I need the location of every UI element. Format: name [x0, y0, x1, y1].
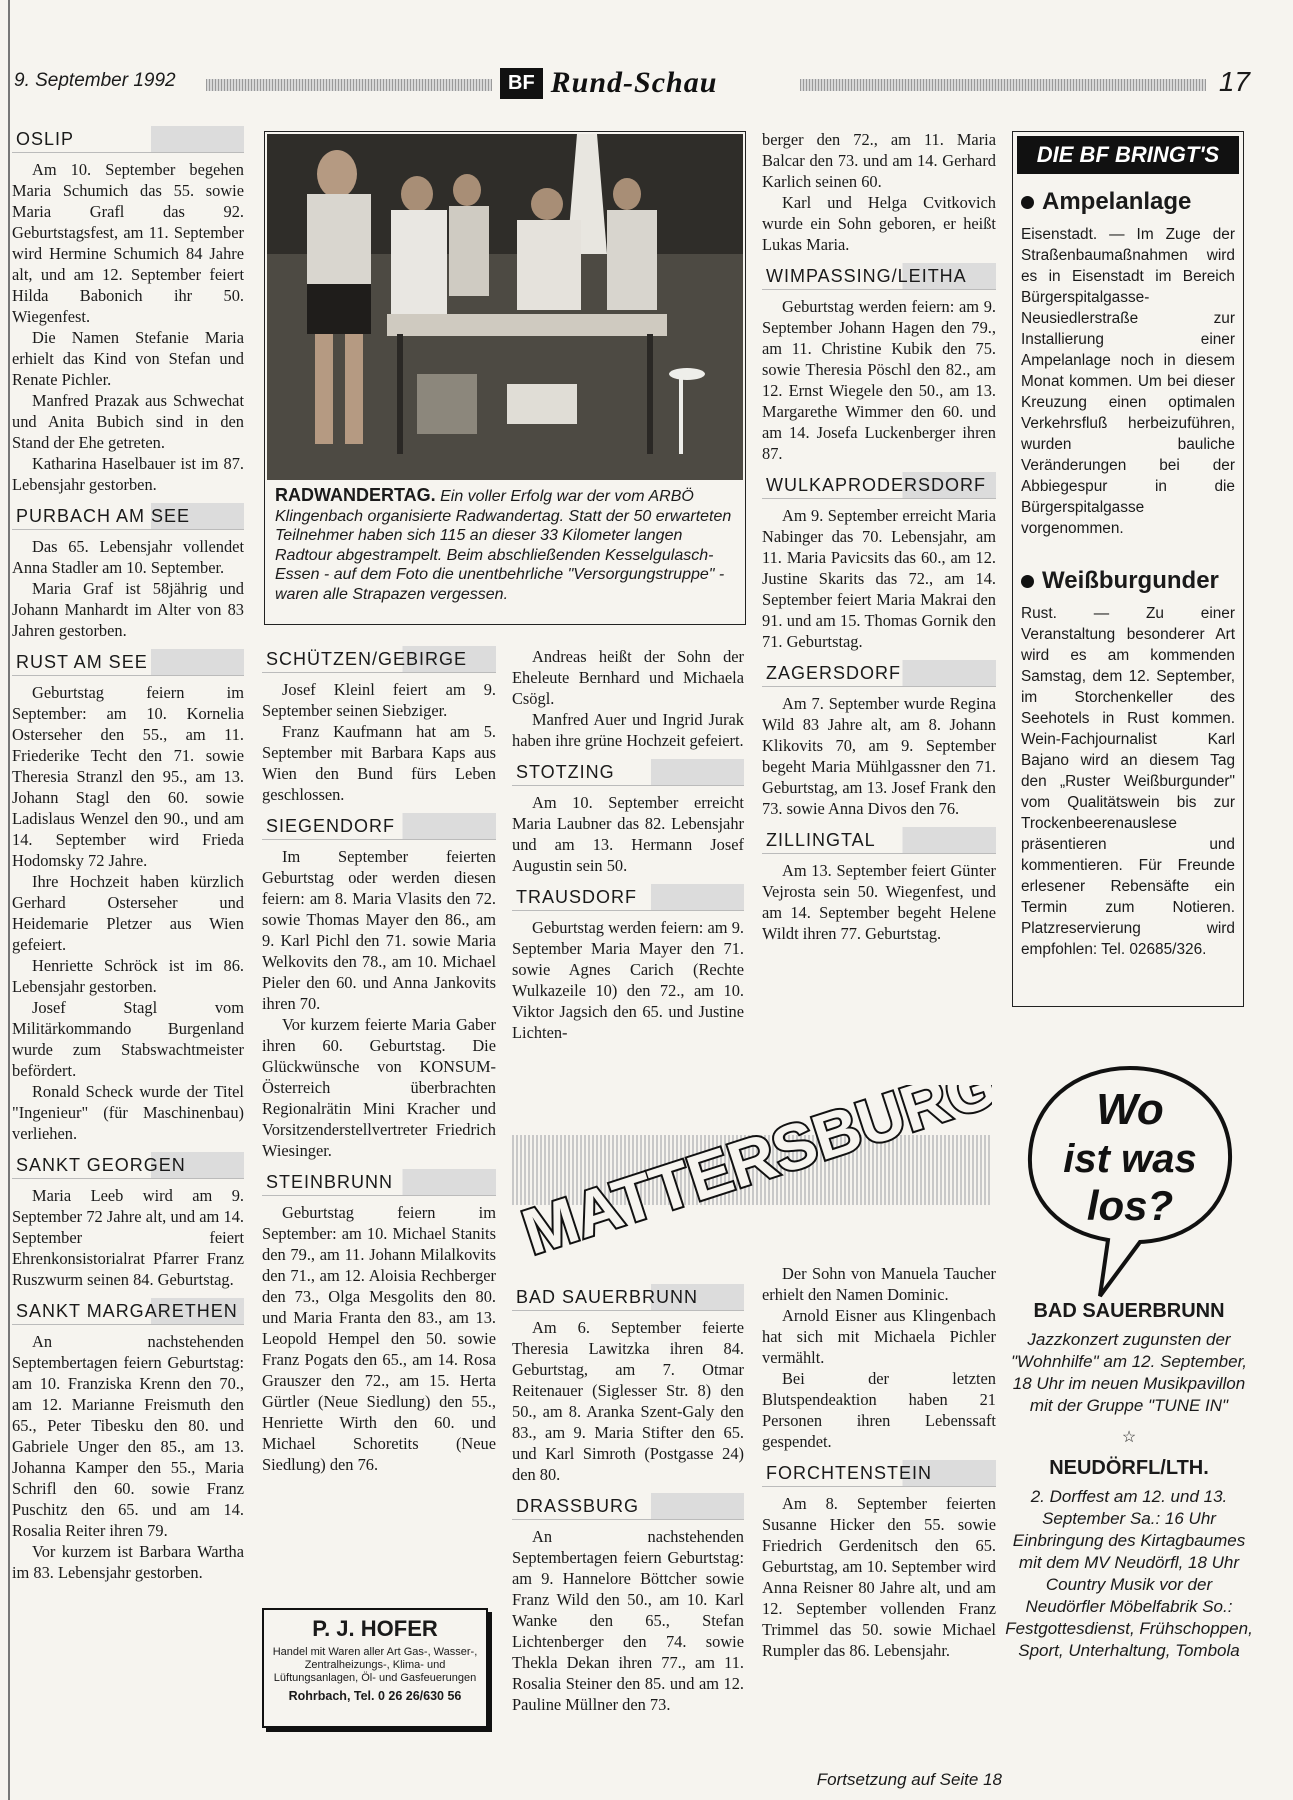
- article-paragraph: Die Namen Stefanie Maria erhielt das Kind von Stefan und Renate Pichler.: [12, 328, 244, 389]
- news-photo: [267, 134, 743, 480]
- article-paragraph: Maria Leeb wird am 9. September 72 Jahre alt, und am 14. September feiert Ehrenkonsistorialrat Pfarrer Franz Ruszwurm seinen 84. Geburtstag.: [12, 1186, 244, 1289]
- bf-logo: BF: [500, 68, 543, 99]
- banner-text: MATTERSBURG: [514, 1085, 992, 1265]
- article-paragraph: Geburtstag feiern im September: am 10. Michael Stanits den 79., am 11. Johann Milalkovits den 71., am 12. Aloisia Rechberger den 73., Olga Mesgolits den 80. und Maria Franta den 83., am 13. Leopold Hempel den 50. sowie Franz Pogats den 65., am 14. Rosa Grauszer den 72., am 15. Herta Gürtler (Neue Siedlung) den 55., Henriette Wirth den 60. und Michael Schoretits (Neue Siedlung) den 76.: [262, 1203, 496, 1474]
- article-paragraph: Am 9. September erreicht Maria Nabinger das 70. Lebensjahr, am 11. Maria Pavicsits das 60., am 12. Justine Skarits das 72., am 14. September feiert Maria Makrai den 91. und am 15. Thomas Gornik den 71. Geburtstag.: [762, 506, 996, 651]
- article-paragraph: Bei der letzten Blutspendeaktion haben 21 Personen ihren Lebenssaft gespendet.: [762, 1369, 996, 1451]
- item-title: Ampelanlage: [1042, 188, 1192, 215]
- bubble-line-2: ist was: [1063, 1137, 1197, 1181]
- article-paragraph: Am 13. September feiert Günter Vejrosta sein 50. Wiegenfest, und am 14. September begeht Helene Wildt ihren 77. Geburtstag.: [762, 861, 996, 943]
- article-paragraph: Das 65. Lebensjahr vollendet Anna Stadler am 10. September.: [12, 537, 244, 577]
- column-mattersburg-left: [512, 1284, 744, 1715]
- article-paragraph: Josef Stagl vom Militärkommando Burgenland wurde zum Stabswachtmeister befördert.: [12, 998, 244, 1080]
- event-listing: [1004, 1300, 1254, 1662]
- section-title: Rund-Schau: [550, 66, 718, 99]
- article-paragraph: Josef Kleinl feiert am 9. September seinen Siebziger.: [262, 680, 496, 720]
- article-paragraph: Arnold Eisner aus Klingenbach hat sich mit Michaela Pichler vermählt.: [762, 1306, 996, 1367]
- mattersburg-banner-art: [512, 1085, 992, 1265]
- page-header: [14, 66, 1250, 100]
- section-heading-oslip: OSLIP: [12, 126, 244, 153]
- column-3: [512, 646, 744, 1043]
- article-paragraph: Am 7. September wurde Regina Wild 83 Jahre alt, am 8. Johann Klikovits 70, am 9. September begeht Maria Mühlgassner den 71. Geburtstag, am 13. Josef Frank den 73. sowie Anna Divos den 76.: [762, 694, 996, 818]
- star-icon: ☆: [1121, 1429, 1137, 1446]
- bullet-icon: [1021, 196, 1034, 209]
- column-mattersburg-right: [762, 1263, 996, 1661]
- bullet-icon: [1021, 575, 1034, 588]
- header-rule-left: [206, 79, 492, 91]
- event-heading: NEUDÖRFL/LTH.: [1049, 1457, 1209, 1479]
- article-paragraph: Am 10. September begehen Maria Schumich das 55. sowie Maria Grafl das 92. Geburtstagsfest, am 11. September wird Hermine Schumich 84 Jahre alt, und am 12. September feiert Hilda Babonich ihr 50. Wiegenfest.: [12, 160, 244, 326]
- article-paragraph: Vor kurzem ist Barbara Wartha im 83. Lebensjahr gestorben.: [12, 1542, 244, 1582]
- bf-bringts-box: [1012, 131, 1244, 1007]
- section-heading-stotzing: STOTZING: [512, 759, 744, 786]
- event-text: 2. Dorffest am 12. und 13. September Sa.: 16 Uhr Einbringung des Kirtagbaumes mit dem MV Neudörfl, 18 Uhr Country Musik vor der Neudörfler Möbelfabrik So.: Festgottesdienst, Frühschoppen, Sport, Unterhaltung, Tombola: [1005, 1487, 1253, 1660]
- article-paragraph: Am 8. September feierten Susanne Hicker den 55. sowie Friedrich Gerdenitsch den 65. Geburtstag, am 10. September wird Anna Reisner 80 Jahre alt, und am 12. September vollenden Franz Trimmel das 50. sowie Michael Rumpler das 86. Lebensjahr.: [762, 1494, 996, 1660]
- section-heading-drassburg: DRASSBURG: [512, 1493, 744, 1520]
- page-number: 17: [1218, 66, 1250, 97]
- event-heading: BAD SAUERBRUNN: [1033, 1300, 1225, 1322]
- photo-feature: [264, 131, 746, 625]
- article-paragraph: Ronald Scheck wurde der Titel "Ingenieur" (für Maschinenbau) verliehen.: [12, 1082, 244, 1143]
- section-heading-schuetzen: SCHÜTZEN/GEBIRGE: [262, 646, 496, 673]
- section-heading-trausdorf: TRAUSDORF: [512, 884, 744, 911]
- section-heading-steinbrunn: STEINBRUNN: [262, 1169, 496, 1196]
- article-paragraph: Am 10. September erreicht Maria Laubner das 82. Lebensjahr und am 13. Hermann Josef Augustin sein 50.: [512, 793, 744, 875]
- speech-bubble-icon: [1020, 1060, 1240, 1300]
- caption-text: Ein voller Erfolg war der vom ARBÖ Klingenbach organisierte Radwandertag. Statt der 50 erwarteten Teilnehmer haben sich 115 an dieser 33 Kilometer langen Radtour abgestrampelt. Beim abschließenden Kesselgulasch-Essen - auf dem Foto die unentbehrliche "Versorgungstruppe" - waren alle Strapazen vergessen.: [275, 488, 732, 603]
- header-rule-right: [800, 79, 1206, 91]
- article-paragraph: An nachstehenden Septembertagen feiern Geburtstag: am 10. Franziska Krenn den 70., am 12. Marianne Freismuth den 65., Peter Tibesku den 80. und Gabriele Unger den 85., am 13. Johanna Kamper den 55., Maria Schrifl den 60. sowie Franz Puschitz den 65. und am 14. Rosalia Reiter ihren 79.: [12, 1332, 244, 1540]
- continued-note: Fortsetzung auf Seite 18: [816, 1770, 1002, 1789]
- column-4: [762, 129, 996, 944]
- article-paragraph: Am 6. September feierte Theresia Lawitzka ihren 84. Geburtstag, am 7. Otmar Reitenauer (Siglesser Str. 8) den 50., am 8. Aranka Szent-Galy den 83., am 9. Maria Stifter den 65. und Karl Simroth (Postgasse 24) den 80.: [512, 1318, 744, 1484]
- section-heading-bad-sauerbrunn: BAD SAUERBRUNN: [512, 1284, 744, 1311]
- item-text: Rust. — Zu einer Veranstaltung besonderer Art wird es am kommenden Samstag, dem 12. September, im Storchenkeller des Seehotels in Rust kommen. Wein-Fachjournalist Karl Bajano wird an diesem Tag den „Ruster Weißburgunder" vom Qualitätswein bis zur Trockenbeerenauslese präsentieren und kommentieren. Für Freunde erlesener Rebensäfte ein Termin zum Notieren. Platzreservierung wird empfohlen: Tel. 02685/326.: [1021, 605, 1235, 958]
- item-title: Weißburgunder: [1042, 567, 1219, 594]
- ad-description: Handel mit Waren aller Art Gas-, Wasser-, Zentralheizungs-, Klima- und Lüftungsanlagen, Öl- und Gasfeuerungen: [272, 1646, 478, 1684]
- article-paragraph: berger den 72., am 11. Maria Balcar den 73. und am 14. Gerhard Karlich seinen 60.: [762, 130, 996, 191]
- bubble-line-3: los?: [1086, 1182, 1174, 1229]
- issue-date: 9. September 1992: [14, 70, 176, 91]
- section-heading-wimpassing: WIMPASSING/LEITHA: [762, 263, 996, 290]
- photo-illustration: [267, 134, 743, 480]
- section-heading-zillingtal: ZILLINGTAL: [762, 827, 996, 854]
- page-edge-line: [8, 0, 10, 1800]
- ad-address: Rohrbach, Tel. 0 26 26/630 56: [288, 1689, 462, 1703]
- photo-caption: [275, 486, 737, 604]
- ad-company-name: P. J. HOFER: [312, 1616, 438, 1641]
- section-heading-rust: RUST AM SEE: [12, 649, 244, 676]
- article-paragraph: Andreas heißt der Sohn der Eheleute Bernhard und Michaela Csögl.: [512, 647, 744, 708]
- section-heading-georgen: SANKT GEORGEN: [12, 1152, 244, 1179]
- speech-bubble-logo: [1020, 1060, 1240, 1300]
- bubble-line-1: Wo: [1096, 1085, 1164, 1134]
- article-paragraph: Im September feierten Geburtstag oder werden diesen feiern: am 8. Maria Vlasits den 72. sowie Thomas Mayer den 86., am 9. Karl Pichl den 71. sowie Maria Welkovits den 78., am 10. Michael Pieler den 60. und Anna Jankovits ihren 70.: [262, 847, 496, 1013]
- section-heading-siegendorf: SIEGENDORF: [262, 813, 496, 840]
- caption-head: RADWANDERTAG.: [275, 485, 436, 505]
- section-logo: [500, 66, 792, 100]
- article-paragraph: Geburtstag werden feiern: am 9. September Maria Mayer den 71. sowie Agnes Carich (Rechte Wulkazeile 10) den 72., am 10. Viktor Jagsich den 65. und Justine Lichten-: [512, 918, 744, 1042]
- article-paragraph: Katharina Haselbauer ist im 87. Lebensjahr gestorben.: [12, 454, 244, 494]
- advertisement-hofer: [262, 1608, 488, 1728]
- section-heading-forchtenstein: FORCHTENSTEIN: [762, 1460, 996, 1487]
- article-paragraph: Vor kurzem feierte Maria Gaber ihren 60. Geburtstag. Die Glückwünsche von KONSUM-Österreich überbrachten Regionalrätin Mini Kracher und Vorsitzenderstellvertreter Friedrich Wiesinger.: [262, 1015, 496, 1160]
- article-paragraph: Ihre Hochzeit haben kürzlich Gerhard Osterseher und Heidemarie Pletzer aus Wien gefeiert.: [12, 872, 244, 954]
- article-paragraph: Geburtstag werden feiern: am 9. September Johann Hagen den 79., am 11. Christine Kubik den 75. sowie Theresia Pöschl den 82., am 12. Ernst Wiegele den 50., am 13. Margarethe Wimmer den 60. und am 14. Josefa Luckenberger ihren 87.: [762, 297, 996, 463]
- article-paragraph: Karl und Helga Cvitkovich wurde ein Sohn geboren, er heißt Lukas Maria.: [762, 193, 996, 254]
- article-paragraph: Henriette Schröck ist im 86. Lebensjahr gestorben.: [12, 956, 244, 996]
- section-heading-margarethen: SANKT MARGARETHEN: [12, 1298, 244, 1325]
- article-paragraph: Der Sohn von Manuela Taucher erhielt den Namen Dominic.: [762, 1264, 996, 1304]
- column-2: [262, 646, 496, 1475]
- item-heading: [1021, 567, 1235, 595]
- section-heading-purbach: PURBACH AM SEE: [12, 503, 244, 530]
- event-text: Jazzkonzert zugunsten der "Wohnhilfe" am 12. September, 18 Uhr im neuen Musikpavillon mit der Gruppe "TUNE IN": [1010, 1330, 1248, 1415]
- article-paragraph: Maria Graf ist 58jährig und Johann Manhardt im Alter von 83 Jahren gestorben.: [12, 579, 244, 640]
- column-1: [12, 126, 244, 1583]
- item-heading: [1021, 188, 1235, 216]
- section-heading-zagersdorf: ZAGERSDORF: [762, 660, 996, 687]
- bf-bringts-title: DIE BF BRINGT'S: [1017, 136, 1239, 174]
- article-paragraph: Manfred Prazak aus Schwechat und Anita Bubich sind in den Stand der Ehe getreten.: [12, 391, 244, 452]
- section-heading-wulkaprodersdorf: WULKAPRODERSDORF: [762, 472, 996, 499]
- article-paragraph: An nachstehenden Septembertagen feiern Geburtstag: am 9. Hannelore Böttcher sowie Franz Wild den 50., am 10. Karl Wanke den 65., Stefan Lichtenberger den 74. sowie Thekla Dekan ihren 77., am 11. Rosalia Steiner den 85. und am 12. Pauline Müllner den 73.: [512, 1527, 744, 1714]
- article-paragraph: Franz Kaufmann hat am 5. September mit Barbara Kaps aus Wien den Bund fürs Leben geschlossen.: [262, 722, 496, 804]
- article-paragraph: Geburtstag feiern im September: am 10. Kornelia Osterseher den 55., am 11. Friederike Techt den 71. sowie Theresia Stranzl den 95., am 13. Johann Stagl den 60. sowie Ladislaus Wenzel den 90., und am 14. September wird Frieda Hodomsky 72 Jahre.: [12, 683, 244, 870]
- item-text: Eisenstadt. — Im Zuge der Straßenbaumaßnahmen wird es in Eisenstadt im Bereich Bürgerspitalgasse-Neusiedlerstraße zur Installierung einer Ampelanlage noch in diesem Monat kommen. Um bei dieser Kreuzung einen optimalen Verkehrsfluß herbeizuführen, wurden bauliche Veränderungen bei der Abbiegespur in die Bürgerspitalgasse vorgenommen.: [1021, 226, 1235, 537]
- article-paragraph: Manfred Auer und Ingrid Jurak haben ihre grüne Hochzeit gefeiert.: [512, 710, 744, 750]
- mattersburg-banner: [512, 1085, 992, 1265]
